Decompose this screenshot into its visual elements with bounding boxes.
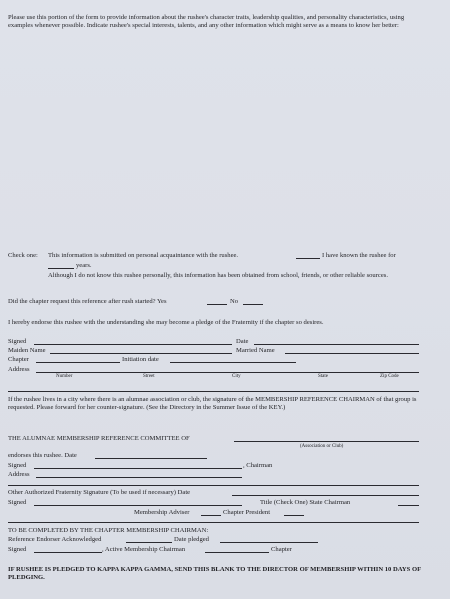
- instructions-paragraph: Please use this portion of the form to provide information about the rushee's character traits, leadership qualities, and personality characteristics, using examples whenever possible. Indicate rushee's special interests, talents, and any other information which might serve as a means to know her better:: [8, 14, 405, 29]
- married-name-label: Married Name: [236, 347, 275, 354]
- initiation-date-label: Initiation date: [122, 356, 159, 363]
- endorser-acknowledged-field[interactable]: [126, 542, 172, 543]
- state-chairman-checkbox[interactable]: [398, 505, 419, 506]
- committee-signed-field[interactable]: [34, 468, 242, 469]
- years-known-field[interactable]: [48, 268, 74, 269]
- character-notes-area[interactable]: [8, 44, 420, 244]
- option-personal-acquaintance-text: This information is submitted on personal acquaintance with the rushee.: [48, 252, 239, 259]
- other-signature-date-field[interactable]: [232, 495, 419, 496]
- address-city-caption: City: [232, 374, 241, 379]
- chapter-completion-chapter-label: Chapter: [271, 546, 292, 553]
- chapter-field[interactable]: [36, 362, 120, 363]
- section-divider-3: [8, 522, 419, 523]
- address-field[interactable]: [36, 372, 419, 373]
- committee-address-field[interactable]: [36, 477, 242, 478]
- address-state-caption: State: [318, 374, 328, 379]
- address-label: Address: [8, 366, 30, 373]
- section-divider: [8, 391, 419, 392]
- rush-no-label: No: [230, 298, 239, 305]
- signed-field[interactable]: [34, 344, 232, 345]
- committee-signed-label: Signed: [8, 462, 27, 469]
- other-signed-field[interactable]: [34, 505, 242, 506]
- date-pledged-field[interactable]: [220, 542, 318, 543]
- maiden-name-field[interactable]: [50, 353, 232, 354]
- other-signed-label: Signed: [8, 499, 27, 506]
- initiation-date-field[interactable]: [170, 362, 296, 363]
- active-chairman-label: , Active Membership Chairman: [102, 546, 186, 553]
- endorser-acknowledged-label: Reference Endorser Acknowledged: [8, 536, 102, 543]
- married-name-field[interactable]: [285, 353, 419, 354]
- section-divider-2: [8, 485, 419, 486]
- address-number-caption: Number: [56, 374, 73, 379]
- chapter-president-label: Chapter President: [223, 509, 271, 516]
- signed-label: Signed: [8, 338, 27, 345]
- chapter-completion-title: TO BE COMPLETED BY THE CHAPTER MEMBERSHIP CHAIRMAN:: [8, 527, 209, 534]
- date-pledged-label: Date pledged: [174, 536, 209, 543]
- rush-question: Did the chapter request this reference after rush started? Yes: [8, 298, 167, 305]
- chapter-label: Chapter: [8, 356, 29, 363]
- years-label: years.: [76, 262, 92, 269]
- chapter-signed-field[interactable]: [34, 552, 102, 553]
- chapter-signed-label: Signed: [8, 546, 27, 553]
- endorses-label: endorses this rushee. Date: [8, 452, 77, 459]
- chapter-president-checkbox[interactable]: [284, 515, 304, 516]
- endorse-statement: I hereby endorse this rushee with the understanding she may become a pledge of the Fraternity if the chapter so desires.: [8, 319, 324, 326]
- personal-acquaintance-checkbox[interactable]: [296, 258, 320, 259]
- committee-date-field[interactable]: [95, 458, 207, 459]
- rush-no-field[interactable]: [243, 304, 263, 305]
- address-zip-caption: Zip Code: [380, 374, 399, 379]
- other-signature-label: Other Authorized Fraternity Signature (To be used if necessary) Date: [8, 489, 191, 496]
- rush-yes-field[interactable]: [207, 304, 227, 305]
- alumnae-note: If the rushee lives in a city where there is an alumnae association or club, the signature of the MEMBERSHIP REFERENCE CHAIRMAN of that group is requested. Please forward for her counter-signature. (See the Directory in the Summer Issue of the KEY.): [8, 396, 417, 411]
- membership-adviser-checkbox[interactable]: [201, 515, 221, 516]
- maiden-name-label: Maiden Name: [8, 347, 46, 354]
- committee-title: THE ALUMNAE MEMBERSHIP REFERENCE COMMITTEE OF: [8, 435, 190, 442]
- check-one-label: Check one:: [8, 252, 38, 259]
- address-street-caption: Street: [143, 374, 155, 379]
- option-other-sources-text: Although I do not know this rushee personally, this information has been obtained from school, friends, or other reliable sources.: [48, 272, 388, 279]
- association-caption: (Association or Club): [300, 444, 344, 449]
- known-rushee-text: I have known the rushee for: [322, 252, 396, 259]
- date-field[interactable]: [254, 344, 419, 345]
- footer-instructions: IF RUSHEE IS PLEDGED TO KAPPA KAPPA GAMMA, SEND THIS BLANK TO THE DIRECTOR OF MEMBERSHIP WITHIN 10 DAYS OF PLEDGING.: [8, 566, 421, 581]
- association-field[interactable]: [234, 441, 419, 442]
- title-check-label: Title (Check One) State Chairman: [260, 499, 351, 506]
- committee-address-label: Address: [8, 471, 30, 478]
- date-label: Date: [236, 338, 249, 345]
- membership-adviser-label: Membership Adviser: [134, 509, 190, 516]
- committee-chairman-label: , Chairman: [243, 462, 273, 469]
- chapter-name-field[interactable]: [205, 552, 269, 553]
